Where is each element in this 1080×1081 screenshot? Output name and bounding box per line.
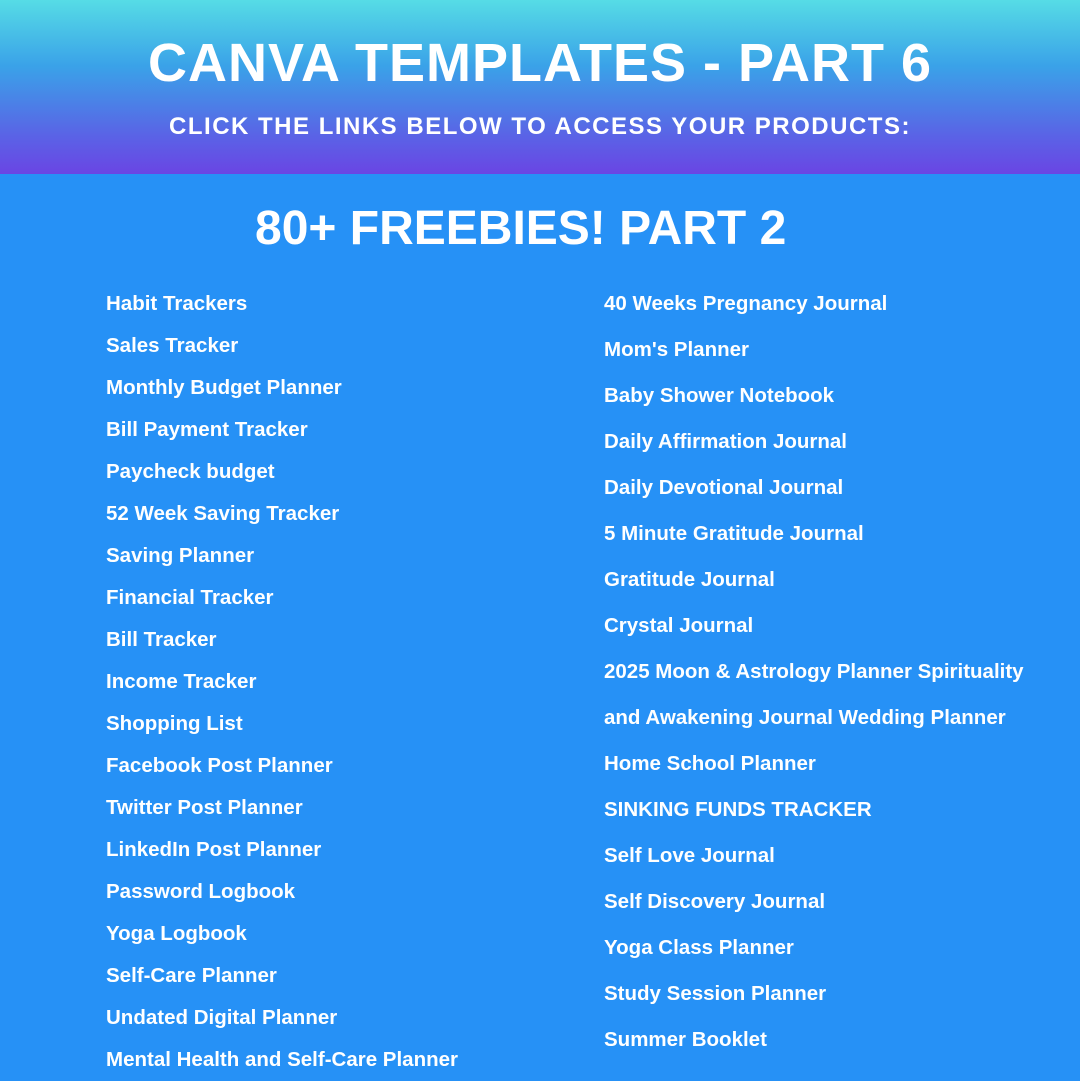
- product-link[interactable]: Yoga Logbook: [106, 922, 247, 945]
- list-item: [604, 787, 1024, 833]
- page-title: CANVA TEMPLATES - PART 6: [147, 33, 932, 93]
- list-item: [106, 577, 458, 619]
- list-item: [106, 409, 458, 451]
- list-item: [604, 603, 1024, 649]
- list-item: [604, 695, 1024, 741]
- list-item: [106, 661, 458, 703]
- header-banner: [0, 0, 1080, 174]
- product-link[interactable]: Undated Digital Planner: [106, 1006, 338, 1029]
- list-item: [604, 373, 1024, 419]
- list-item: [106, 913, 458, 955]
- list-item: [604, 649, 1024, 695]
- list-item: [106, 493, 458, 535]
- list-item: [106, 451, 458, 493]
- list-item: [106, 829, 458, 871]
- list-item: [106, 1039, 458, 1081]
- product-link[interactable]: Study Session Planner: [604, 982, 827, 1005]
- product-link[interactable]: Crystal Journal: [604, 614, 754, 637]
- link-list-right: [604, 281, 1024, 1063]
- list-item: [106, 703, 458, 745]
- product-link[interactable]: Self Love Journal: [604, 844, 775, 867]
- product-link[interactable]: Sales Tracker: [106, 334, 239, 357]
- list-item: [106, 367, 458, 409]
- product-link[interactable]: Habit Trackers: [106, 292, 248, 315]
- section-title: 80+ FREEBIES! PART 2: [255, 202, 787, 255]
- list-item: [106, 325, 458, 367]
- product-link[interactable]: Yoga Class Planner: [604, 936, 794, 959]
- page-subtitle: CLICK THE LINKS BELOW TO ACCESS YOUR PRODUCTS:: [169, 113, 911, 140]
- product-link[interactable]: Summer Booklet: [604, 1028, 767, 1051]
- list-item: [604, 465, 1024, 511]
- list-item: [106, 535, 458, 577]
- product-link[interactable]: Password Logbook: [106, 880, 296, 903]
- product-link[interactable]: 5 Minute Gratitude Journal: [604, 522, 864, 545]
- list-item: [604, 557, 1024, 603]
- list-item: [604, 511, 1024, 557]
- product-link[interactable]: Facebook Post Planner: [106, 754, 333, 777]
- product-link[interactable]: Mental Health and Self-Care Planner: [106, 1048, 459, 1071]
- product-link[interactable]: Bill Payment Tracker: [106, 418, 308, 441]
- list-item: [604, 741, 1024, 787]
- list-item: [604, 327, 1024, 373]
- product-link[interactable]: Shopping List: [106, 712, 243, 735]
- product-link[interactable]: Home School Planner: [604, 752, 816, 775]
- list-item: [604, 879, 1024, 925]
- product-link[interactable]: LinkedIn Post Planner: [106, 838, 322, 861]
- product-link[interactable]: Daily Devotional Journal: [604, 476, 844, 499]
- list-item: [604, 925, 1024, 971]
- list-item: [106, 745, 458, 787]
- list-item: [106, 871, 458, 913]
- product-link[interactable]: Self-Care Planner: [106, 964, 277, 987]
- list-item: [604, 281, 1024, 327]
- product-link[interactable]: 52 Week Saving Tracker: [106, 502, 340, 525]
- product-link[interactable]: Monthly Budget Planner: [106, 376, 342, 399]
- product-link[interactable]: and Awakening Journal Wedding Planner: [604, 706, 1006, 729]
- product-link[interactable]: Self Discovery Journal: [604, 890, 826, 913]
- product-link[interactable]: SINKING FUNDS TRACKER: [604, 798, 872, 821]
- list-item: [106, 997, 458, 1039]
- product-link[interactable]: Paycheck budget: [106, 460, 275, 483]
- list-item: [106, 283, 458, 325]
- link-list-left: [106, 283, 458, 1081]
- list-item: [604, 833, 1024, 879]
- product-link[interactable]: Income Tracker: [106, 670, 257, 693]
- product-link[interactable]: Twitter Post Planner: [106, 796, 303, 819]
- product-link[interactable]: Financial Tracker: [106, 586, 274, 609]
- list-item: [106, 955, 458, 997]
- product-link[interactable]: Mom's Planner: [604, 338, 749, 361]
- product-link[interactable]: 2025 Moon & Astrology Planner Spirituality: [604, 660, 1024, 683]
- list-item: [604, 1017, 1024, 1063]
- product-link[interactable]: Daily Affirmation Journal: [604, 430, 847, 453]
- product-link[interactable]: Bill Tracker: [106, 628, 217, 651]
- product-link[interactable]: Saving Planner: [106, 544, 255, 567]
- list-item: [604, 971, 1024, 1017]
- list-item: [106, 787, 458, 829]
- list-item: [604, 419, 1024, 465]
- product-link[interactable]: Baby Shower Notebook: [604, 384, 835, 407]
- product-link[interactable]: 40 Weeks Pregnancy Journal: [604, 292, 888, 315]
- product-link[interactable]: Gratitude Journal: [604, 568, 775, 591]
- list-item: [106, 619, 458, 661]
